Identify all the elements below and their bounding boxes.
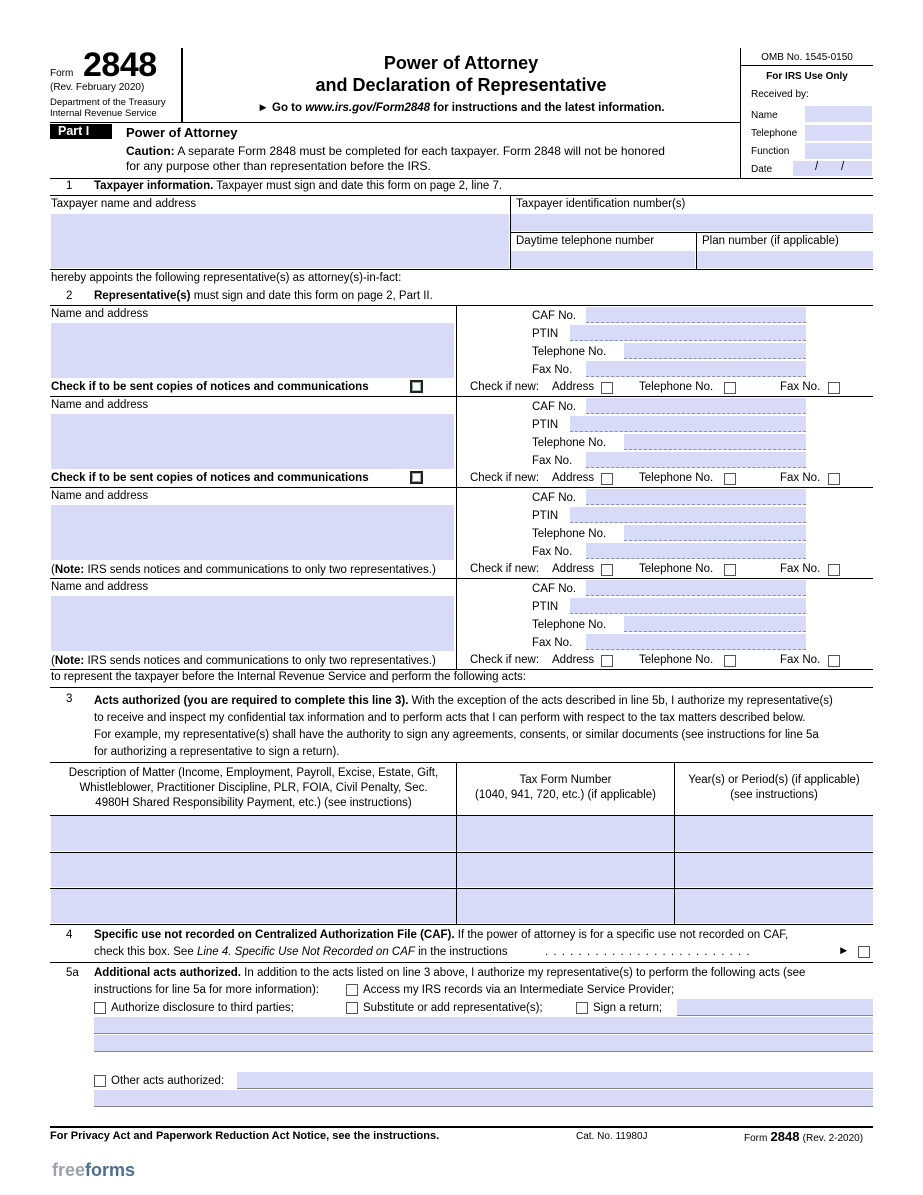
matter-row1-years[interactable] [675, 816, 873, 851]
new-address-checkbox[interactable] [601, 564, 613, 576]
received-by-label: Received by: [751, 89, 809, 100]
check-copies-label: Check if to be sent copies of notices and communications [51, 381, 369, 393]
fax-field[interactable] [586, 361, 806, 377]
revision: (Rev. February 2020) [50, 82, 145, 93]
tin-field[interactable] [511, 214, 873, 231]
part-label: Part I [50, 124, 112, 139]
line1-number: 1 [66, 180, 73, 192]
rep-name-field[interactable] [51, 323, 454, 378]
matter-row2-description[interactable] [51, 853, 456, 887]
additional-acts-line1[interactable] [94, 1017, 873, 1034]
col-years-header: Year(s) or Period(s) (if applicable) (see instructions) [688, 774, 860, 801]
matter-row3-years[interactable] [675, 889, 873, 923]
tin-label: Taxpayer identification number(s) [516, 198, 686, 210]
disclosure-checkbox[interactable] [94, 1002, 106, 1014]
fax-field[interactable] [586, 634, 806, 650]
telephone-label: Telephone No. [532, 528, 607, 540]
daytime-phone-label: Daytime telephone number [516, 235, 655, 247]
rep-name-field[interactable] [51, 596, 454, 651]
matter-row2-form[interactable] [457, 853, 674, 887]
rep-name-field[interactable] [51, 414, 454, 469]
new-telephone-label: Telephone No. [639, 381, 714, 393]
ptin-field[interactable] [570, 598, 806, 614]
irs-name-field[interactable] [805, 106, 872, 122]
check-new-label: Check if new: [470, 472, 540, 484]
access-records-label: Access my IRS records via an Intermediate Service Provider; [363, 984, 675, 996]
telephone-label: Telephone No. [532, 437, 607, 449]
caf-label: CAF No. [532, 492, 577, 504]
part-title: Power of Attorney [126, 125, 238, 140]
line4-text1: Specific use not recorded on Centralized Authorization File (CAF). If the power of attorney is for a specific use not recorded on CAF, [94, 929, 789, 941]
substitute-label: Substitute or add representative(s); [363, 1002, 543, 1014]
form-label: Form [50, 68, 74, 79]
line5a-text1: Additional acts authorized. In addition to the acts listed on line 3 above, I authorize my representative(s) to perform the following acts (see [94, 967, 806, 979]
address-label: Address [552, 563, 595, 575]
to-represent-text: to represent the taxpayer before the Internal Revenue Service and perform the following acts: [51, 671, 526, 683]
telephone-field[interactable] [624, 616, 806, 632]
telephone-field[interactable] [624, 434, 806, 450]
telephone-field[interactable] [624, 525, 806, 541]
irs-function-field[interactable] [805, 143, 872, 159]
caf-label: CAF No. [532, 310, 577, 322]
representative-4 [0, 578, 923, 669]
irs-name-label: Name [751, 110, 778, 121]
new-telephone-label: Telephone No. [639, 563, 714, 575]
new-telephone-label: Telephone No. [639, 472, 714, 484]
rep-name-label: Name and address [51, 581, 149, 593]
line1-heading: Taxpayer information. Taxpayer must sign and date this form on page 2, line 7. [94, 180, 503, 192]
matter-row1-description[interactable] [51, 816, 456, 851]
other-acts-field[interactable] [237, 1072, 873, 1089]
new-telephone-checkbox[interactable] [724, 473, 736, 485]
caution-line1: Caution: A separate Form 2848 must be completed for each taxpayer. Form 2848 will not be honored [126, 144, 665, 158]
ptin-field[interactable] [570, 416, 806, 432]
ptin-label: PTIN [532, 510, 559, 522]
new-telephone-checkbox[interactable] [724, 382, 736, 394]
title-line2: and Declaration of Representative [315, 75, 607, 95]
form-number: 2848 [83, 46, 157, 84]
new-telephone-label: Telephone No. [639, 654, 714, 666]
irs-function-label: Function [751, 146, 790, 157]
new-address-checkbox[interactable] [601, 473, 613, 485]
caf-field[interactable] [586, 307, 806, 323]
irs-date-label: Date [751, 164, 773, 175]
note-label: (Note: IRS sends notices and communications to only two representatives.) [51, 564, 436, 576]
arrow-icon: ► [838, 945, 850, 957]
caf-label: CAF No. [532, 401, 577, 413]
representative-3 [0, 487, 923, 578]
rep-name-label: Name and address [51, 490, 149, 502]
other-acts-line2[interactable] [94, 1090, 873, 1107]
arrow-icon: ► [257, 102, 269, 114]
access-records-checkbox[interactable] [346, 984, 358, 996]
goto-line: ► Go to www.irs.gov/Form2848 for instructions and the latest information. [257, 102, 665, 114]
matter-row2-years[interactable] [675, 853, 873, 887]
matter-row3-form[interactable] [457, 889, 674, 923]
new-fax-checkbox[interactable] [828, 655, 840, 667]
line5a-text2: instructions for line 5a for more information): [94, 984, 319, 996]
address-label: Address [552, 654, 595, 666]
address-label: Address [552, 381, 595, 393]
matter-row3-description[interactable] [51, 889, 456, 923]
line2-heading: Representative(s) must sign and date this form on page 2, Part II. [94, 290, 433, 302]
ptin-field[interactable] [570, 325, 806, 341]
other-acts-checkbox[interactable] [94, 1075, 106, 1087]
line5a-number: 5a [66, 967, 79, 979]
matter-row1-form[interactable] [457, 816, 674, 851]
new-fax-checkbox[interactable] [828, 473, 840, 485]
address-label: Address [552, 472, 595, 484]
sign-return-field[interactable] [677, 999, 873, 1016]
plan-number-field[interactable] [697, 251, 873, 268]
title-line1: Power of Attorney [383, 53, 539, 73]
check-new-label: Check if new: [470, 381, 540, 393]
check-new-label: Check if new: [470, 654, 540, 666]
fax-label: Fax No. [532, 364, 573, 376]
footer-form: Form 2848 (Rev. 2-2020) [744, 1129, 864, 1144]
agency: Internal Revenue Service [50, 108, 157, 119]
line3-text: Acts authorized (you are required to complete this line 3). With the exception of the acts described in line 5b, I authorize my representative(s) to receive and inspect my confidential tax information and to perform acts that I can perform with respect to the tax matters described below. For example, my representative(s) shall have the authority to sign any agreements, consents, or similar documents (see instructions for line 5a for authorizing a representative to sign a return). [94, 695, 833, 758]
col-tax-form-header: Tax Form Number (1040, 941, 720, etc.) (if applicable) [475, 774, 656, 801]
check-new-label: Check if new: [470, 563, 540, 575]
department: Department of the Treasury [50, 97, 166, 108]
fax-field[interactable] [586, 452, 806, 468]
fax-label: Fax No. [532, 637, 573, 649]
taxpayer-name-label: Taxpayer name and address [51, 198, 197, 210]
freeforms-logo: freeforms [52, 1160, 136, 1180]
col-description-header: Description of Matter (Income, Employment, Payroll, Excise, Estate, Gift, Whistleblower, Practitioner Discipline, PLR, FOIA, Civil Penalty, Sec. 4980H Shared Responsibility Payment, etc.) (see instructions) [68, 767, 439, 809]
fax-field[interactable] [586, 543, 806, 559]
new-telephone-checkbox[interactable] [724, 655, 736, 667]
irs-date-field[interactable]: / / [793, 161, 872, 176]
new-fax-checkbox[interactable] [828, 382, 840, 394]
plan-number-label: Plan number (if applicable) [702, 235, 839, 247]
new-address-checkbox[interactable] [601, 382, 613, 394]
appoints-text: hereby appoints the following representative(s) as attorney(s)-in-fact: [51, 272, 402, 284]
cat-number: Cat. No. 11980J [576, 1131, 648, 1142]
caf-field[interactable] [586, 398, 806, 414]
copies-checkbox[interactable] [410, 471, 423, 484]
ptin-label: PTIN [532, 419, 559, 431]
specific-use-checkbox[interactable] [858, 946, 870, 958]
new-fax-label: Fax No. [780, 563, 821, 575]
rep-name-label: Name and address [51, 308, 149, 320]
sign-return-checkbox[interactable] [576, 1002, 588, 1014]
telephone-field[interactable] [624, 343, 806, 359]
check-copies-label: Check if to be sent copies of notices and communications [51, 472, 369, 484]
disclosure-label: Authorize disclosure to third parties; [111, 1002, 294, 1014]
new-fax-label: Fax No. [780, 381, 821, 393]
telephone-label: Telephone No. [532, 346, 607, 358]
new-address-checkbox[interactable] [601, 655, 613, 667]
new-fax-label: Fax No. [780, 654, 821, 666]
note-label: (Note: IRS sends notices and communications to only two representatives.) [51, 655, 436, 667]
new-telephone-checkbox[interactable] [724, 564, 736, 576]
representative-2 [0, 396, 923, 487]
taxpayer-name-field[interactable] [51, 214, 509, 268]
caf-label: CAF No. [532, 583, 577, 595]
ptin-field[interactable] [570, 507, 806, 523]
irs-telephone-label: Telephone [751, 128, 798, 139]
rep-name-field[interactable] [51, 505, 454, 560]
irs-url[interactable]: www.irs.gov/Form2848 [305, 102, 431, 114]
privacy-notice: For Privacy Act and Paperwork Reduction Act Notice, see the instructions. [50, 1130, 440, 1142]
line4-number: 4 [66, 929, 73, 941]
line4-dots: . . . . . . . . . . . . . . . . . . . . . . . . . [545, 946, 751, 958]
ptin-label: PTIN [532, 601, 559, 613]
daytime-phone-field[interactable] [511, 251, 695, 268]
additional-acts-line2[interactable] [94, 1035, 873, 1052]
sign-return-label: Sign a return; [593, 1002, 663, 1014]
form-title [182, 52, 740, 114]
line3-number: 3 [66, 693, 73, 705]
irs-telephone-field[interactable] [805, 125, 872, 141]
new-fax-checkbox[interactable] [828, 564, 840, 576]
representative-1 [0, 305, 923, 396]
rep-name-label: Name and address [51, 399, 149, 411]
copies-checkbox[interactable] [410, 380, 423, 393]
line4-text2: check this box. See Line 4. Specific Use Not Recorded on CAF in the instructions [94, 946, 508, 958]
telephone-label: Telephone No. [532, 619, 607, 631]
fax-label: Fax No. [532, 546, 573, 558]
omb-number: OMB No. 1545-0150 [761, 52, 853, 63]
caf-field[interactable] [586, 580, 806, 596]
fax-label: Fax No. [532, 455, 573, 467]
irs-use-only: For IRS Use Only [766, 71, 848, 82]
other-acts-label: Other acts authorized: [111, 1075, 225, 1087]
caf-field[interactable] [586, 489, 806, 505]
substitute-checkbox[interactable] [346, 1002, 358, 1014]
caution-line2: for any purpose other than representation before the IRS. [126, 159, 431, 173]
irs-use-box [741, 48, 873, 178]
new-fax-label: Fax No. [780, 472, 821, 484]
ptin-label: PTIN [532, 328, 559, 340]
line2-number: 2 [66, 290, 73, 302]
